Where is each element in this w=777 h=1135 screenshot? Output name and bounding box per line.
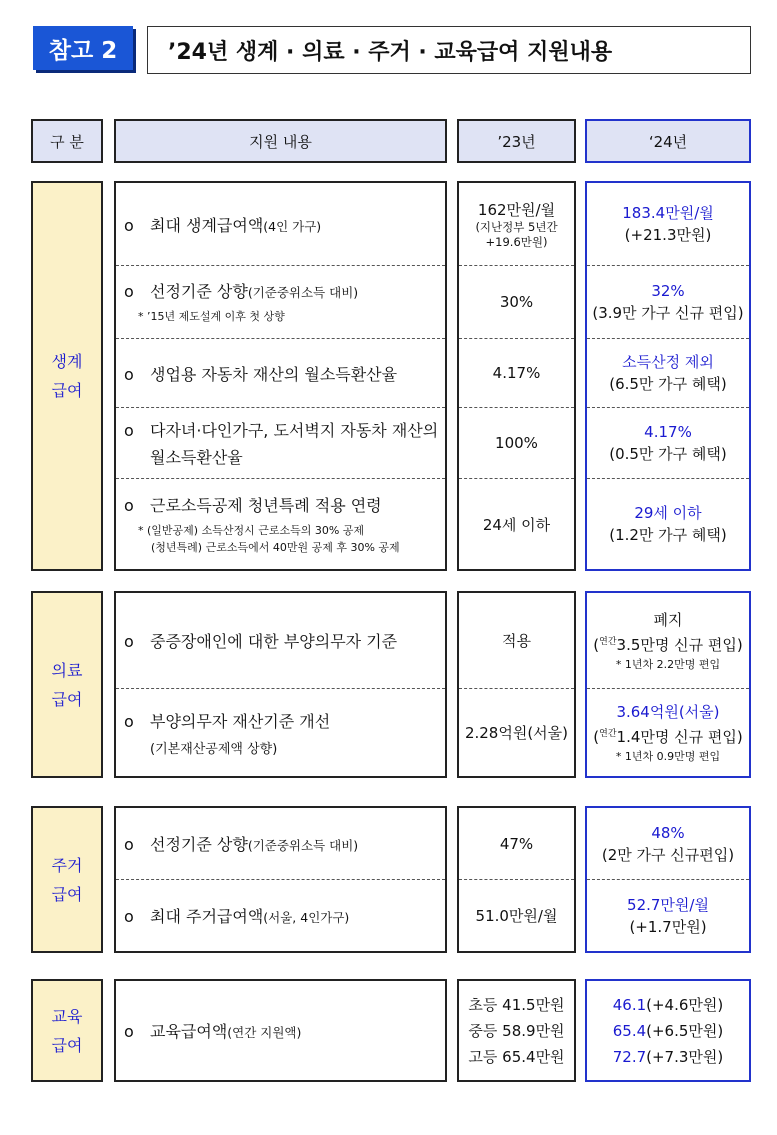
value-2023-note: (지난정부 5년간 — [475, 219, 558, 234]
page-title: ’24년 생계 · 의료 · 주거 · 교육급여 지원내용 — [147, 26, 751, 74]
value-2024: 4.17% — [644, 423, 692, 441]
value-2024: 72.7 — [612, 1047, 647, 1066]
value-2023: 고등 65.4만원 — [468, 1047, 565, 1066]
row-text-suffix: (기준중위소득 대비) — [247, 838, 359, 853]
value-2024: 46.1 — [612, 995, 647, 1014]
row-text-suffix: (서울, 4인가구) — [263, 910, 350, 925]
cell-2023 — [459, 880, 574, 951]
group-living-benefit — [31, 181, 103, 571]
value-2024-detail: 1.4만명 신규 편입) — [616, 728, 743, 746]
value-2024-detail: (3.9만 가구 신규 편입) — [592, 304, 744, 322]
cell-2024 — [587, 981, 749, 1080]
col-header-2024: ‘24년 — [585, 119, 751, 163]
row-text: 선정기준 상향 — [150, 835, 248, 854]
value-2024-detail: (0.5만 가구 혜택) — [609, 445, 727, 463]
footnote: (청년특례) 근로소득에서 40만원 공제 후 30% 공제 — [151, 540, 400, 554]
col-header-2023: ’23년 — [457, 119, 576, 163]
value-2023: 100% — [495, 434, 538, 452]
cell-2024 — [587, 339, 749, 407]
footnote: * (일반공제) 소득산정시 근로소득의 30% 공제 — [138, 523, 365, 537]
cell-2024: 폐지 ($^{연간}$3.5만명 신규 편입) * 1년차 2.2만명 편입 — [593, 611, 743, 671]
bullet-icon: o — [124, 215, 134, 235]
value-2024: 29세 이하 — [634, 504, 702, 522]
table-row — [116, 266, 445, 338]
table-row — [116, 408, 445, 478]
row-subtext: (기본재산공제액 상향) — [150, 741, 278, 757]
cell-2023 — [459, 339, 574, 407]
footnote: * ’15년 제도설계 이후 첫 상향 — [138, 310, 285, 323]
table-row — [116, 183, 445, 265]
group-label: 급여 — [51, 689, 83, 709]
value-2024-note: * 1년차 0.9만명 편입 — [615, 750, 721, 763]
cell-2023 — [459, 808, 574, 879]
value-2024: 52.7만원/월 — [627, 895, 709, 914]
bullet-icon: o — [124, 907, 134, 926]
bullet-icon: o — [124, 495, 134, 515]
row-text: 최대 주거급여액 — [150, 907, 264, 926]
superscript-label: 연간 — [599, 729, 617, 739]
cell-2024 — [587, 408, 749, 478]
value-2023: 51.0만원/월 — [475, 907, 558, 925]
value-2024: 3.64억원(서울) — [616, 703, 720, 721]
value-2024: 48% — [651, 823, 685, 842]
table-row — [116, 981, 445, 1080]
group-label: 급여 — [51, 381, 83, 400]
value-2024-detail: (+7.3만원) — [646, 1047, 724, 1066]
cell-2023 — [459, 479, 574, 569]
row-text-suffix: (기준중위소득 대비) — [247, 285, 359, 300]
value-2023: 중등 58.9만원 — [468, 1021, 565, 1040]
value-2024-detail: (+6.5만원) — [646, 1021, 724, 1040]
group-label: 주거 — [51, 855, 83, 875]
value-2024: 65.4 — [612, 1021, 647, 1040]
bullet-icon: o — [124, 835, 134, 854]
value-2024-detail: (6.5만 가구 혜택) — [609, 375, 727, 393]
cell-2023 — [459, 183, 574, 265]
bullet-icon: o — [124, 421, 134, 440]
group-medical-benefit — [31, 591, 103, 778]
value-2024: 소득산정 제외 — [622, 353, 714, 371]
bullet-icon: o — [124, 1022, 134, 1041]
value-2023: 30% — [499, 293, 534, 311]
value-2024: 183.4만원/월 — [622, 204, 714, 222]
cell-2024 — [587, 266, 749, 338]
value-2023: 적용 — [502, 632, 531, 650]
row-text: 중증장애인에 대한 부양의무자 기준 — [150, 632, 398, 651]
bullet-icon: o — [124, 282, 134, 301]
value-2023: 2.28억원(서울) — [464, 724, 569, 742]
table-row — [116, 880, 445, 951]
section-badge: 참고 2 — [33, 26, 133, 70]
row-text: 근로소득공제 청년특례 적용 연령 — [150, 495, 382, 515]
col-header-content: 지원 내용 — [114, 119, 447, 163]
cell-2024 — [587, 808, 749, 879]
group-label: 의료 — [51, 660, 83, 680]
group-housing-benefit — [31, 806, 103, 953]
value-2024-note: * 1년차 2.2만명 편입 — [615, 658, 721, 671]
value-2024-detail: (+21.3만원) — [624, 226, 712, 244]
bullet-icon: o — [124, 632, 134, 651]
group-label: 급여 — [51, 1035, 83, 1055]
value-2024: 32% — [651, 282, 685, 300]
row-text: 최대 생계급여액 — [150, 215, 264, 235]
value-2023: 162만원/월 — [477, 200, 556, 219]
group-education-benefit — [31, 979, 103, 1082]
bullet-icon: o — [124, 711, 134, 731]
table-row — [116, 593, 445, 688]
cell-2024: 3.64억원(서울) ($^{연간}$1.4만명 신규 편입) * 1년차 0.9만명 편입 — [593, 703, 743, 763]
col-header-category: 구 분 — [31, 119, 103, 163]
cell-2024 — [587, 880, 749, 951]
value-2024-detail: (1.2만 가구 혜택) — [609, 526, 727, 544]
row-text-suffix: (연간 지원액) — [227, 1025, 302, 1040]
table-row — [116, 689, 445, 776]
group-label: 생계 — [51, 352, 83, 371]
row-text-suffix: (4인 가구) — [263, 218, 322, 234]
cell-2023 — [459, 593, 574, 688]
value-2023: 47% — [499, 834, 534, 853]
value-2023: 24세 이하 — [482, 515, 551, 534]
cell-2023 — [459, 266, 574, 338]
value-2023: 4.17% — [492, 364, 541, 382]
cell-2023 — [459, 408, 574, 478]
table-row — [116, 479, 445, 569]
table-row — [116, 339, 445, 407]
group-label: 급여 — [51, 884, 83, 904]
row-text: 월소득환산율 — [150, 448, 243, 467]
row-text: 다자녀·다인가구, 도서벽지 자동차 재산의 — [150, 421, 439, 440]
cell-2023 — [459, 981, 574, 1080]
value-2024-detail: (+4.6만원) — [646, 995, 724, 1014]
row-text: 교육급여액 — [150, 1022, 228, 1041]
value-2023: 초등 41.5만원 — [468, 995, 565, 1014]
superscript-label: 연간 — [599, 637, 617, 647]
value-2024: 폐지 — [653, 611, 683, 629]
value-2024-detail: 3.5만명 신규 편입) — [616, 636, 743, 654]
value-2024-detail: (+1.7만원) — [629, 917, 707, 936]
value-2024-detail: (2만 가구 신규편입) — [601, 845, 735, 864]
row-text: 부양의무자 재산기준 개선 — [150, 711, 331, 731]
group-label: 교육 — [51, 1006, 83, 1026]
table-row — [116, 808, 445, 879]
row-text: 선정기준 상향 — [150, 282, 248, 301]
cell-2024 — [587, 479, 749, 569]
cell-2023 — [459, 689, 574, 776]
row-text: 생업용 자동차 재산의 월소득환산율 — [150, 364, 398, 384]
cell-2024 — [587, 183, 749, 265]
value-2023-note: +19.6만원) — [485, 234, 548, 249]
bullet-icon: o — [124, 364, 134, 384]
